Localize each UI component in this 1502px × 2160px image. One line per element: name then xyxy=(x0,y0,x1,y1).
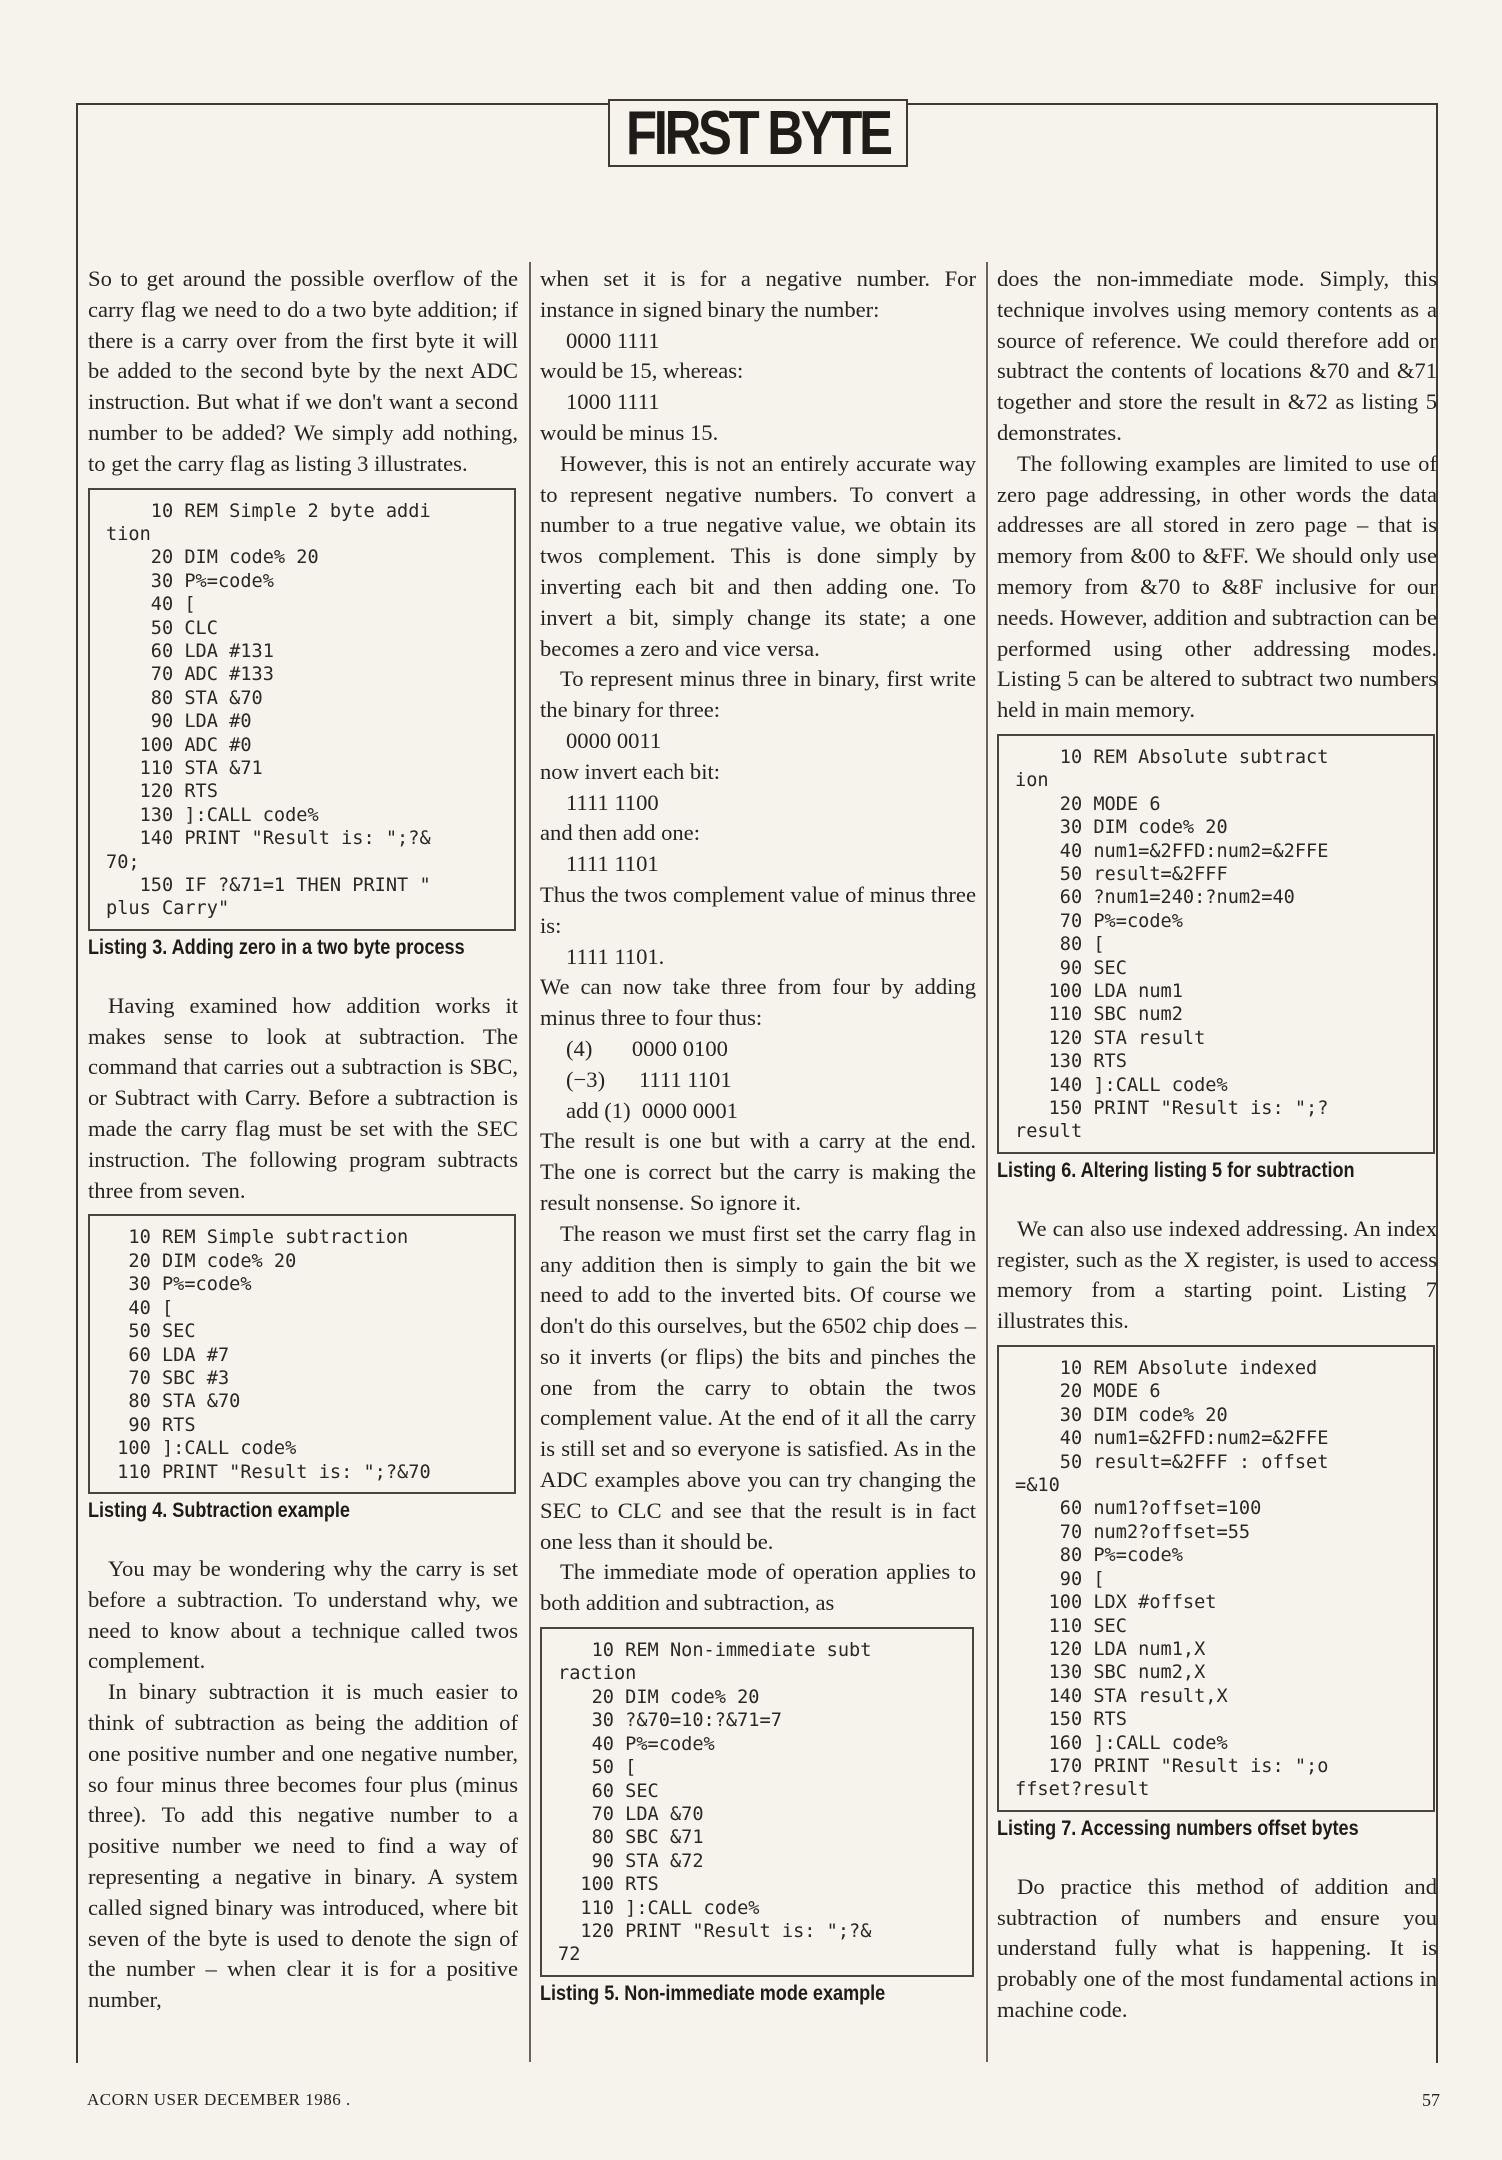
paragraph: Thus the twos complement value of minus three is: xyxy=(540,881,976,938)
code-line: 80 SBC &71 xyxy=(558,1827,704,1849)
column-rule-2 xyxy=(986,262,988,2062)
code-line: 20 MODE 6 xyxy=(1015,1381,1161,1403)
code-line: 50 SEC xyxy=(106,1321,196,1343)
paragraph: To represent minus three in binary, first write the binary for three: xyxy=(540,666,976,723)
code-line: 90 STA &72 xyxy=(558,1850,704,1872)
code-line: 50 result=&2FFF : offset xyxy=(1015,1451,1329,1473)
code-line: 80 STA &70 xyxy=(106,1391,241,1413)
paragraph: would be 15, whereas: xyxy=(540,358,744,384)
code-line: 40 num1=&2FFD:num2=&2FFE xyxy=(1015,840,1329,862)
code-line: 30 ?&70=10:?&71=7 xyxy=(558,1710,782,1732)
code-line: tion xyxy=(106,523,151,545)
code-line: 130 ]:CALL code% xyxy=(106,804,319,826)
code-line: 40 [ xyxy=(106,594,196,616)
column-2 xyxy=(540,264,976,2037)
binary-sum-line: add (1) 0000 0001 xyxy=(566,1097,738,1123)
code-line: 90 [ xyxy=(1015,1568,1105,1590)
code-line: =&10 xyxy=(1015,1475,1060,1497)
code-line: 110 SEC xyxy=(1015,1615,1127,1637)
binary-value: 1000 1111 xyxy=(566,389,660,415)
binary-sum-line: (−3) 1111 1101 xyxy=(566,1066,732,1092)
listing-5 xyxy=(540,1627,974,1977)
code-line: 20 MODE 6 xyxy=(1015,793,1161,815)
code-line: 120 LDA num1,X xyxy=(1015,1638,1206,1660)
code-line: 10 REM Non-immediate subt xyxy=(558,1640,872,1662)
code-line: 30 P%=code% xyxy=(106,570,274,592)
code-line: 90 LDA #0 xyxy=(106,711,252,733)
listing-4-caption: Listing 4. Subtraction example xyxy=(88,1498,350,1522)
paragraph: The immediate mode of operation applies to both addition and subtraction, as xyxy=(540,1559,976,1616)
listing-4 xyxy=(88,1214,516,1493)
code-line: 72 xyxy=(558,1944,581,1966)
paragraph: You may be wondering why the carry is set before a subtraction. To understand why, we need to know about a technique called twos complement. xyxy=(88,1555,518,1674)
code-line: 60 ?num1=240:?num2=40 xyxy=(1015,887,1295,909)
binary-value: 0000 0011 xyxy=(566,727,662,753)
binary-value: 0000 1111 xyxy=(566,327,660,353)
paragraph: and then add one: xyxy=(540,820,700,846)
paragraph: would be minus 15. xyxy=(540,419,719,445)
code-line: 170 PRINT "Result is: ";o xyxy=(1015,1755,1329,1777)
paragraph: In binary subtraction it is much easier to think of subtraction as being the addition of one positive number and one negative number, so four minus three becomes four plus (minus three). To add this negative number to a positive number we need to find a way of representing a negative in binary. A system called signed binary was introduced, where bit seven of the byte is used to denote the sign of the number – when clear it is for a positive number, xyxy=(88,1679,518,2013)
code-line: 100 ]:CALL code% xyxy=(106,1438,297,1460)
footer-publication: ACORN USER DECEMBER 1986 . xyxy=(87,2090,351,2109)
code-line: 10 REM Simple subtraction xyxy=(106,1227,409,1249)
code-line: 80 STA &70 xyxy=(106,687,263,709)
listing-5-caption: Listing 5. Non-immediate mode example xyxy=(540,1981,886,2005)
code-line: 10 REM Absolute indexed xyxy=(1015,1358,1318,1380)
listing-7-caption: Listing 7. Accessing numbers offset bytes xyxy=(997,1816,1359,1840)
code-line: 110 PRINT "Result is: ";?&70 xyxy=(106,1461,431,1483)
code-line: 80 [ xyxy=(1015,934,1105,956)
code-line: 160 ]:CALL code% xyxy=(1015,1732,1228,1754)
code-line: 10 REM Absolute subtract xyxy=(1015,746,1329,768)
listing-3-caption: Listing 3. Adding zero in a two byte process xyxy=(88,935,465,959)
code-line: 40 P%=code% xyxy=(558,1733,715,1755)
code-line: 40 num1=&2FFD:num2=&2FFE xyxy=(1015,1428,1329,1450)
code-line: 100 LDX #offset xyxy=(1015,1592,1217,1614)
binary-sum-line: (4) 0000 0100 xyxy=(566,1035,728,1061)
code-line: 60 SEC xyxy=(558,1780,659,1802)
paragraph: We can now take three from four by adding minus three to four thus: xyxy=(540,974,976,1031)
column-3 xyxy=(997,264,1437,2026)
code-line: 140 STA result,X xyxy=(1015,1685,1228,1707)
code-line: 140 PRINT "Result is: ";?& xyxy=(106,828,431,850)
code-line: 50 [ xyxy=(558,1757,637,1779)
column-1 xyxy=(88,264,518,2016)
code-line: 50 CLC xyxy=(106,617,218,639)
paragraph: when set it is for a negative number. For instance in signed binary the number: xyxy=(540,266,976,322)
code-line: 30 P%=code% xyxy=(106,1274,252,1296)
paragraph: Having examined how addition works it makes sense to look at subtraction. The command that carries out a subtraction is SBC, or Subtract with Carry. Before a subtraction is made the carry flag must be set with the SEC instruction. The following program subtracts three from seven. xyxy=(88,992,518,1203)
paragraph: So to get around the possible overflow of the carry flag we need to do a two byte addition; if there is a carry over from the first byte it will be added to the second byte by the next ADC instruction. But what if we don't want a second number to be added? We simply add nothing, to get the carry flag as listing 3 illustrates. xyxy=(88,266,518,476)
code-line: 120 PRINT "Result is: ";?& xyxy=(558,1920,872,1942)
code-line: 20 DIM code% 20 xyxy=(106,547,319,569)
code-line: plus Carry" xyxy=(106,898,230,920)
listing-7 xyxy=(997,1345,1435,1812)
code-line: 150 PRINT "Result is: ";? xyxy=(1015,1098,1329,1120)
page-number: 57 xyxy=(1422,2090,1440,2110)
code-line: 120 STA result xyxy=(1015,1027,1206,1049)
code-line: ffset?result xyxy=(1015,1779,1150,1801)
code-line: 70 num2?offset=55 xyxy=(1015,1521,1251,1543)
code-line: 150 IF ?&71=1 THEN PRINT " xyxy=(106,875,431,897)
code-line: 100 RTS xyxy=(558,1874,659,1896)
code-line: 130 SBC num2,X xyxy=(1015,1662,1206,1684)
column-rule-1 xyxy=(529,262,531,2062)
paragraph: The following examples are limited to use of zero page addressing, in other words the data addresses are all stored in zero page – that is memory from &00 to &FF. We should only use memory from &70 to &8F inclusive for our needs. However, addition and subtraction can be performed using other addressing modes. Listing 5 can be altered to subtract two numbers held in main memory. xyxy=(997,450,1437,723)
code-line: 30 DIM code% 20 xyxy=(1015,817,1228,839)
listing-3 xyxy=(88,488,516,931)
code-line: 40 [ xyxy=(106,1297,174,1319)
paragraph: The reason we must first set the carry flag in any addition then is simply to gain the bit we need to add to the inverted bits. Of course we don't do this ourselves, but the 6502 chip does – so it inverts (or flips) the bits and pinches the one from the carry to obtain the twos complement value. At the end of it all the carry is still set and so everyone is satisfied. As in the ADC examples above you can try changing the SEC to CLC and see that the result is in fact one less than it should be. xyxy=(540,1220,976,1554)
paragraph: now invert each bit: xyxy=(540,758,721,784)
code-line: 140 ]:CALL code% xyxy=(1015,1074,1228,1096)
code-line: 30 DIM code% 20 xyxy=(1015,1404,1228,1426)
code-line: 60 LDA #7 xyxy=(106,1344,230,1366)
paragraph: However, this is not an entirely accurate way to represent negative numbers. To convert a number to a true negative value, we obtain its twos complement. This is done simply by inverting each bit and then adding one. To invert a bit, simply change its state; a one becomes a zero and vice versa. xyxy=(540,450,976,661)
code-line: raction xyxy=(558,1663,637,1685)
paragraph: Do practice this method of addition and subtraction of numbers and ensure you understand fully what is happening. It is probably one of the most fundamental actions in machine code. xyxy=(997,1873,1437,2022)
binary-value: 1111 1100 xyxy=(566,789,659,815)
code-line: 90 RTS xyxy=(106,1414,196,1436)
code-line: 150 RTS xyxy=(1015,1709,1127,1731)
section-title: FIRST BYTE xyxy=(626,98,890,168)
code-line: ion xyxy=(1015,770,1049,792)
code-line: 10 REM Simple 2 byte addi xyxy=(106,500,431,522)
binary-value: 1111 1101 xyxy=(566,851,659,877)
code-line: 70; xyxy=(106,851,140,873)
paragraph: does the non-immediate mode. Simply, this technique involves using memory contents as a source of reference. We could therefore add or subtract the contents of locations &70 and &71 together and store the result in &72 as listing 5 demonstrates. xyxy=(997,266,1437,445)
code-line: 80 P%=code% xyxy=(1015,1545,1183,1567)
code-line: 70 ADC #133 xyxy=(106,664,274,686)
code-line: 100 LDA num1 xyxy=(1015,981,1183,1003)
paragraph: We can also use indexed addressing. An index register, such as the X register, is used to access memory from a starting point. Listing 7 illustrates this. xyxy=(997,1215,1437,1334)
code-line: 20 DIM code% 20 xyxy=(558,1686,760,1708)
code-line: 110 SBC num2 xyxy=(1015,1004,1183,1026)
code-line: 70 P%=code% xyxy=(1015,910,1183,932)
code-line: 90 SEC xyxy=(1015,957,1127,979)
paragraph: The result is one but with a carry at the end. The one is correct but the carry is making the result nonsense. So ignore it. xyxy=(540,1128,976,1215)
code-line: result xyxy=(1015,1121,1083,1143)
listing-6-caption: Listing 6. Altering listing 5 for subtraction xyxy=(997,1158,1355,1182)
code-line: 70 SBC #3 xyxy=(106,1367,230,1389)
code-line: 70 LDA &70 xyxy=(558,1803,704,1825)
code-line: 100 ADC #0 xyxy=(106,734,252,756)
binary-value: 1111 1101. xyxy=(566,943,665,969)
code-line: 60 LDA #131 xyxy=(106,641,274,663)
listing-6 xyxy=(997,734,1435,1154)
code-line: 20 DIM code% 20 xyxy=(106,1250,297,1272)
code-line: 120 RTS xyxy=(106,781,218,803)
code-line: 130 RTS xyxy=(1015,1051,1127,1073)
code-line: 50 result=&2FFF xyxy=(1015,863,1228,885)
code-line: 110 STA &71 xyxy=(106,758,263,780)
code-line: 110 ]:CALL code% xyxy=(558,1897,760,1919)
code-line: 60 num1?offset=100 xyxy=(1015,1498,1262,1520)
section-title-box xyxy=(608,99,908,167)
